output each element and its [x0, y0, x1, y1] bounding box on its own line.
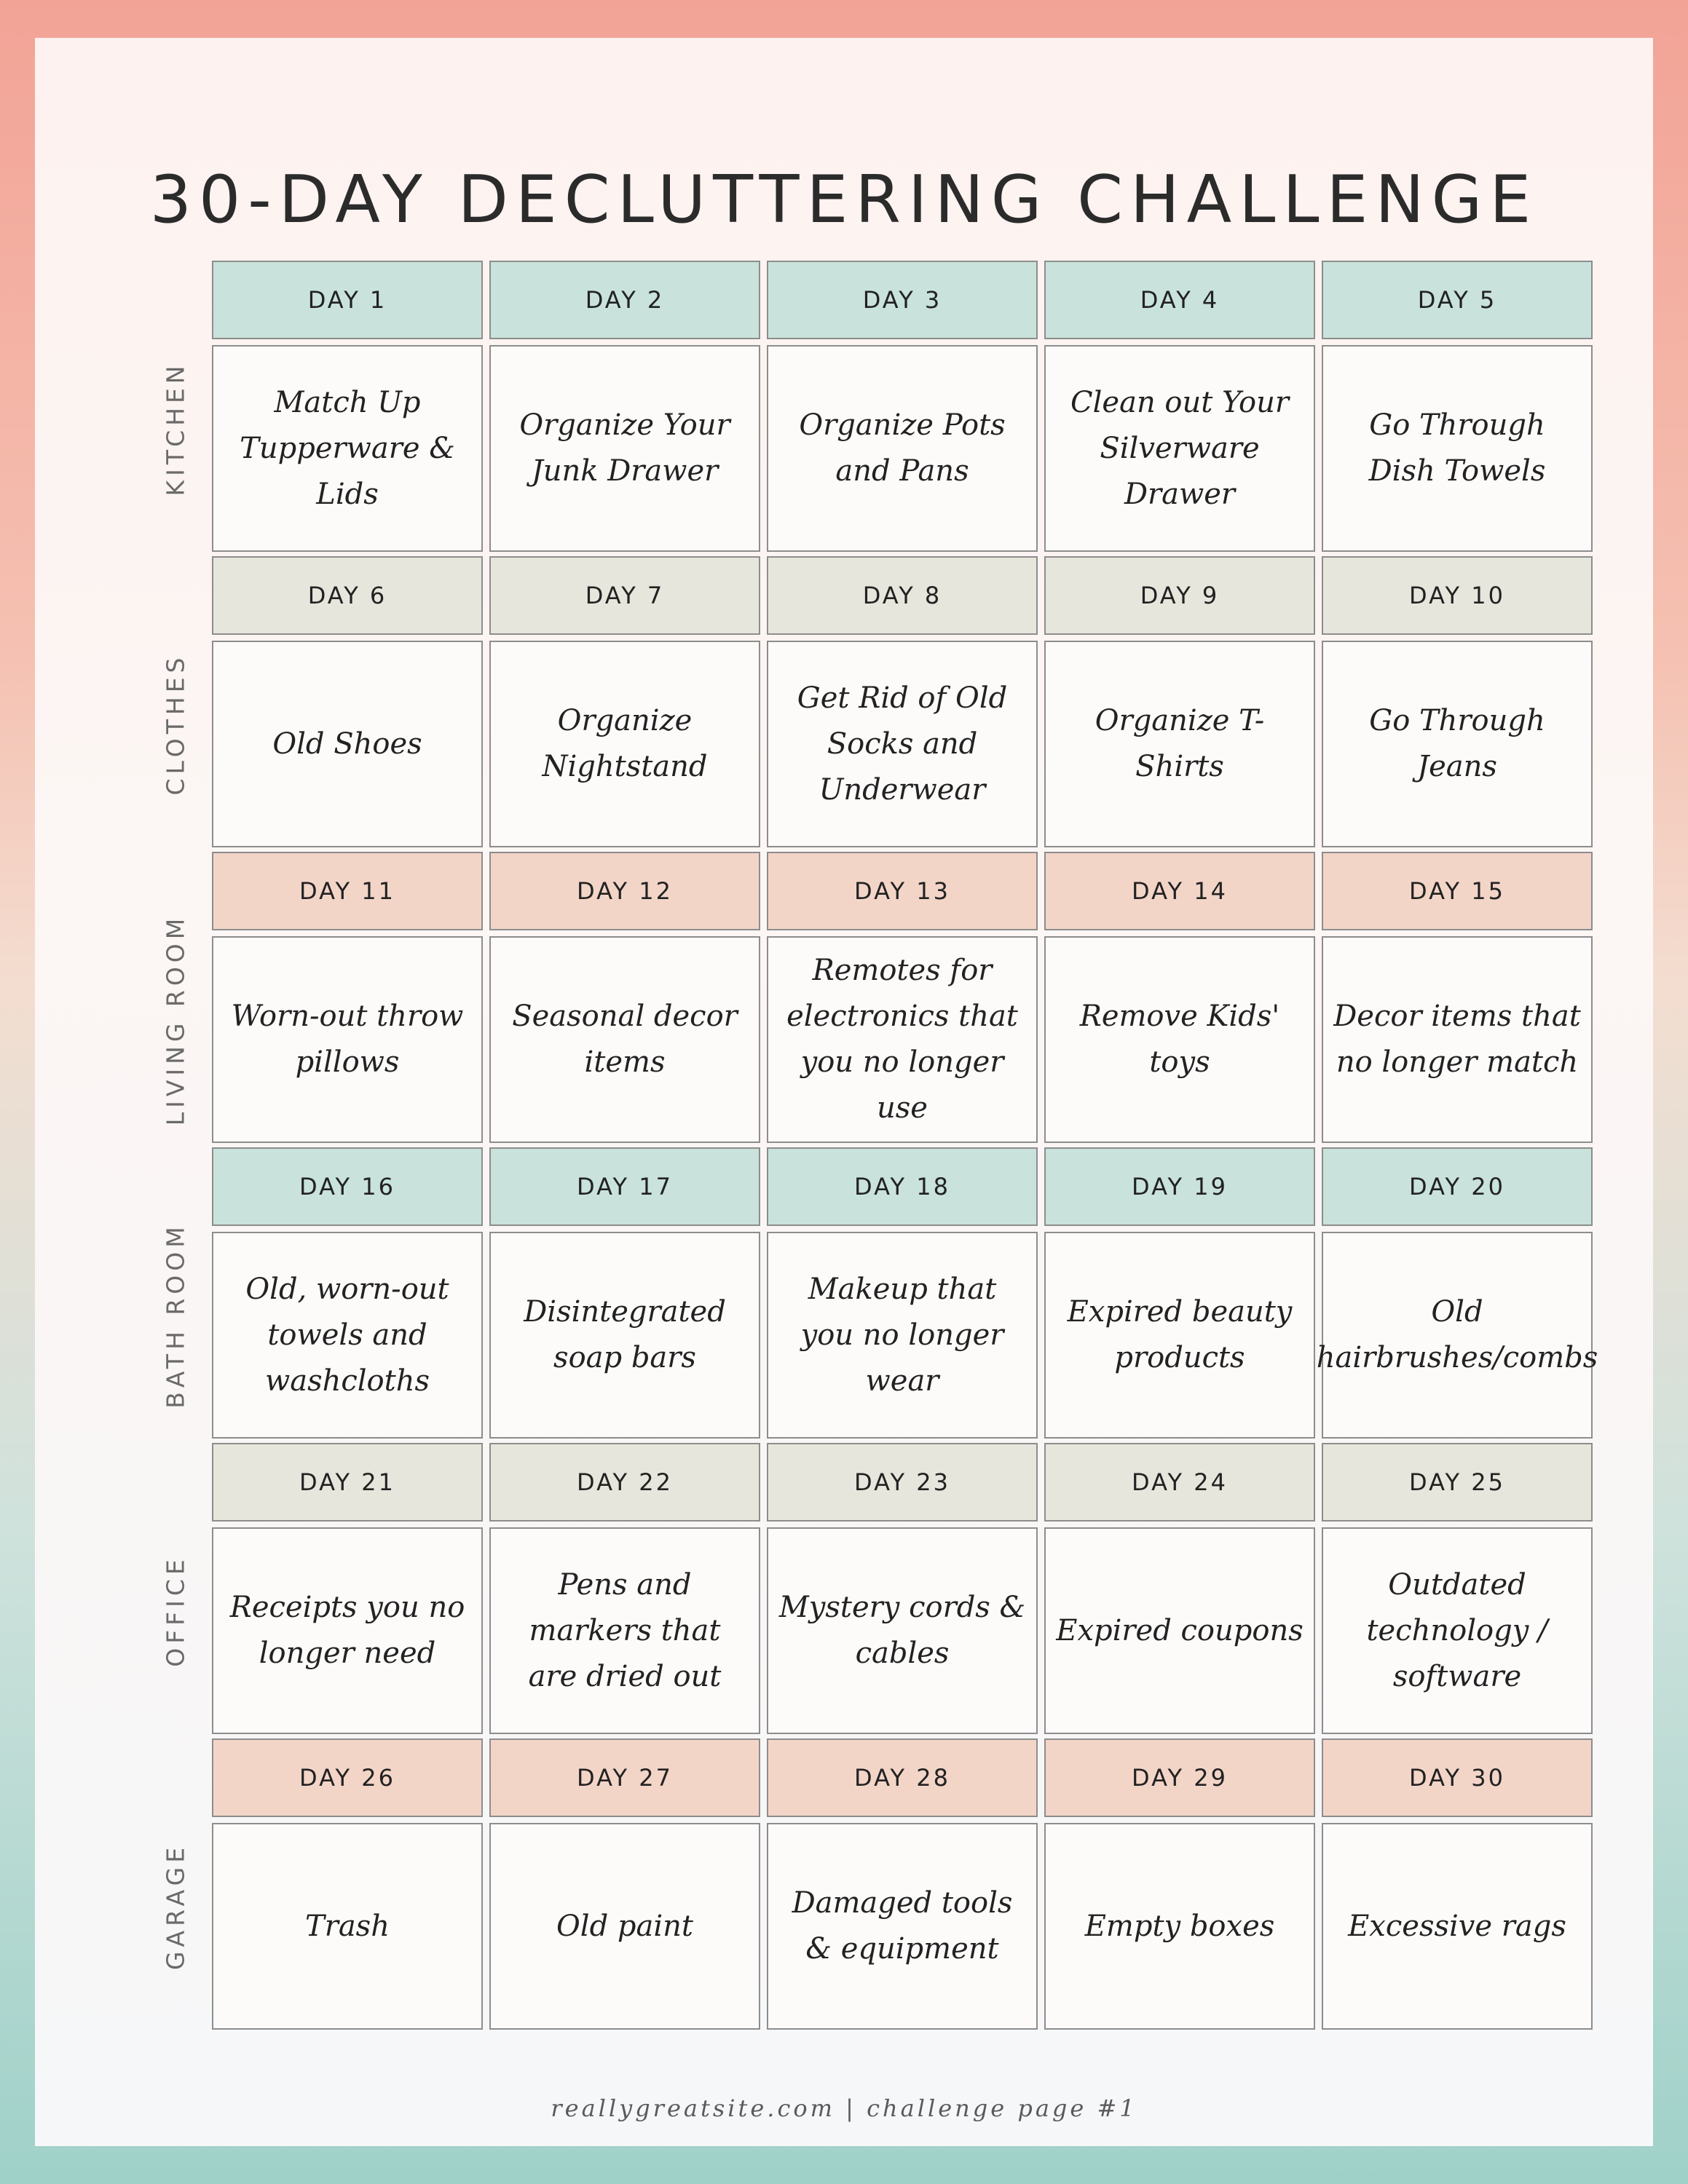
day-header: DAY 29 — [1044, 1738, 1315, 1817]
section-label — [139, 556, 212, 852]
task-cell — [212, 936, 483, 1143]
day-header: DAY 14 — [1044, 852, 1315, 930]
section-living-room — [139, 852, 1625, 1147]
task-text: Pens and markers that are dried out — [528, 1567, 722, 1693]
task-cell — [489, 345, 760, 552]
task-cell — [767, 936, 1038, 1143]
task-text: Remotes for electronics that you no longer use — [786, 954, 1018, 1125]
task-cell — [767, 1527, 1038, 1734]
day-header: DAY 3 — [767, 261, 1038, 339]
task-text: Remove Kids' toys — [1079, 1000, 1280, 1079]
task-text: Go Through Dish Towels — [1368, 408, 1546, 488]
section-label-text: CLOTHES — [161, 653, 190, 796]
day-header: DAY 21 — [212, 1443, 483, 1522]
section-label — [139, 852, 212, 1147]
task-cell — [489, 1232, 760, 1439]
task-cell — [1044, 345, 1315, 552]
section-label-text: KITCHEN — [161, 361, 190, 496]
task-cell — [489, 1823, 760, 2030]
day-header: DAY 27 — [489, 1738, 760, 1817]
task-text: Disintegrated soap bars — [524, 1295, 726, 1374]
day-header: DAY 16 — [212, 1147, 483, 1226]
task-cell — [1322, 345, 1593, 552]
day-header: DAY 19 — [1044, 1147, 1315, 1226]
task-text: Trash — [305, 1909, 390, 1943]
section-label — [139, 261, 212, 556]
day-header: DAY 23 — [767, 1443, 1038, 1522]
task-text: Empty boxes — [1084, 1909, 1275, 1943]
day-header: DAY 20 — [1322, 1147, 1593, 1226]
day-header: DAY 10 — [1322, 556, 1593, 635]
day-header: DAY 17 — [489, 1147, 760, 1226]
challenge-sheet — [35, 38, 1653, 2146]
day-header: DAY 11 — [212, 852, 483, 930]
section-bath-room — [139, 1147, 1625, 1443]
task-cell — [1044, 936, 1315, 1143]
task-text: Receipts you no longer need — [229, 1591, 465, 1670]
section-clothes — [139, 556, 1625, 852]
task-text: Old hairbrushes/combs — [1316, 1295, 1598, 1374]
task-cell — [489, 936, 760, 1143]
task-text: Expired beauty products — [1067, 1295, 1293, 1374]
task-cell — [1044, 641, 1315, 847]
day-header: DAY 5 — [1322, 261, 1593, 339]
section-label-text: LIVING ROOM — [161, 914, 190, 1126]
day-header: DAY 22 — [489, 1443, 760, 1522]
task-text: Organize Nightstand — [542, 704, 708, 783]
task-cell — [1316, 1232, 1598, 1439]
task-text: Seasonal decor items — [512, 1000, 738, 1079]
task-text: Old, worn-out towels and washcloths — [245, 1272, 449, 1398]
task-text: Go Through Jeans — [1369, 704, 1545, 783]
day-header: DAY 1 — [212, 261, 483, 339]
day-header: DAY 8 — [767, 556, 1038, 635]
day-header: DAY 18 — [767, 1147, 1038, 1226]
day-header: DAY 25 — [1322, 1443, 1593, 1522]
task-text: Expired coupons — [1056, 1613, 1304, 1647]
day-header: DAY 6 — [212, 556, 483, 635]
section-office — [139, 1443, 1625, 1738]
task-cell — [767, 1232, 1038, 1439]
task-text: Organize Your Junk Drawer — [519, 408, 730, 488]
task-text: Makeup that you no longer wear — [800, 1272, 1004, 1398]
day-header: DAY 15 — [1322, 852, 1593, 930]
task-text: Decor items that no longer match — [1333, 1000, 1581, 1079]
day-header: DAY 4 — [1044, 261, 1315, 339]
day-header: DAY 7 — [489, 556, 760, 635]
task-cell — [767, 345, 1038, 552]
day-header: DAY 2 — [489, 261, 760, 339]
task-text: Damaged tools & equipment — [792, 1886, 1013, 1966]
task-text: Organize T-Shirts — [1095, 704, 1265, 783]
task-cell — [1044, 1232, 1315, 1439]
section-label — [139, 1443, 212, 1738]
task-text: Old paint — [556, 1909, 693, 1943]
task-text: Match Up Tupperware & Lids — [240, 385, 455, 511]
task-cell — [1044, 1823, 1315, 2030]
page-title: 30-DAY DECLUTTERING CHALLENGE — [149, 162, 1539, 238]
task-cell — [212, 1823, 483, 2030]
day-header: DAY 24 — [1044, 1443, 1315, 1522]
section-label-text: OFFICE — [161, 1555, 190, 1668]
task-cell — [1322, 1527, 1593, 1734]
day-header: DAY 26 — [212, 1738, 483, 1817]
task-cell — [1322, 641, 1593, 847]
task-cell — [212, 641, 483, 847]
task-text: Clean out Your Silverware Drawer — [1070, 385, 1289, 511]
day-header: DAY 28 — [767, 1738, 1038, 1817]
section-label-text: GARAGE — [161, 1843, 190, 1971]
section-label — [139, 1147, 212, 1443]
task-text: Outdated technology / software — [1366, 1567, 1548, 1693]
task-cell — [489, 641, 760, 847]
section-label — [139, 1738, 212, 2034]
footer-text: reallygreatsite.com | challenge page #1 — [551, 2094, 1137, 2122]
day-header: DAY 13 — [767, 852, 1038, 930]
task-cell — [767, 641, 1038, 847]
task-cell — [212, 1232, 483, 1439]
task-cell — [1322, 1823, 1593, 2030]
section-label-text: BATH ROOM — [161, 1222, 190, 1409]
task-text: Organize Pots and Pans — [799, 408, 1006, 488]
day-header: DAY 30 — [1322, 1738, 1593, 1817]
task-text: Get Rid of Old Socks and Underwear — [797, 681, 1008, 807]
task-cell — [1322, 936, 1593, 1143]
day-header: DAY 9 — [1044, 556, 1315, 635]
section-kitchen — [139, 261, 1625, 556]
task-cell — [489, 1527, 760, 1734]
task-cell — [1044, 1527, 1315, 1734]
task-text: Old Shoes — [272, 727, 422, 761]
day-header: DAY 12 — [489, 852, 760, 930]
task-cell — [212, 345, 483, 552]
task-text: Mystery cords & cables — [778, 1591, 1026, 1670]
section-garage — [139, 1738, 1625, 2034]
task-text: Excessive rags — [1348, 1909, 1566, 1943]
task-cell — [212, 1527, 483, 1734]
task-cell — [767, 1823, 1038, 2030]
task-text: Worn-out throw pillows — [231, 1000, 464, 1079]
